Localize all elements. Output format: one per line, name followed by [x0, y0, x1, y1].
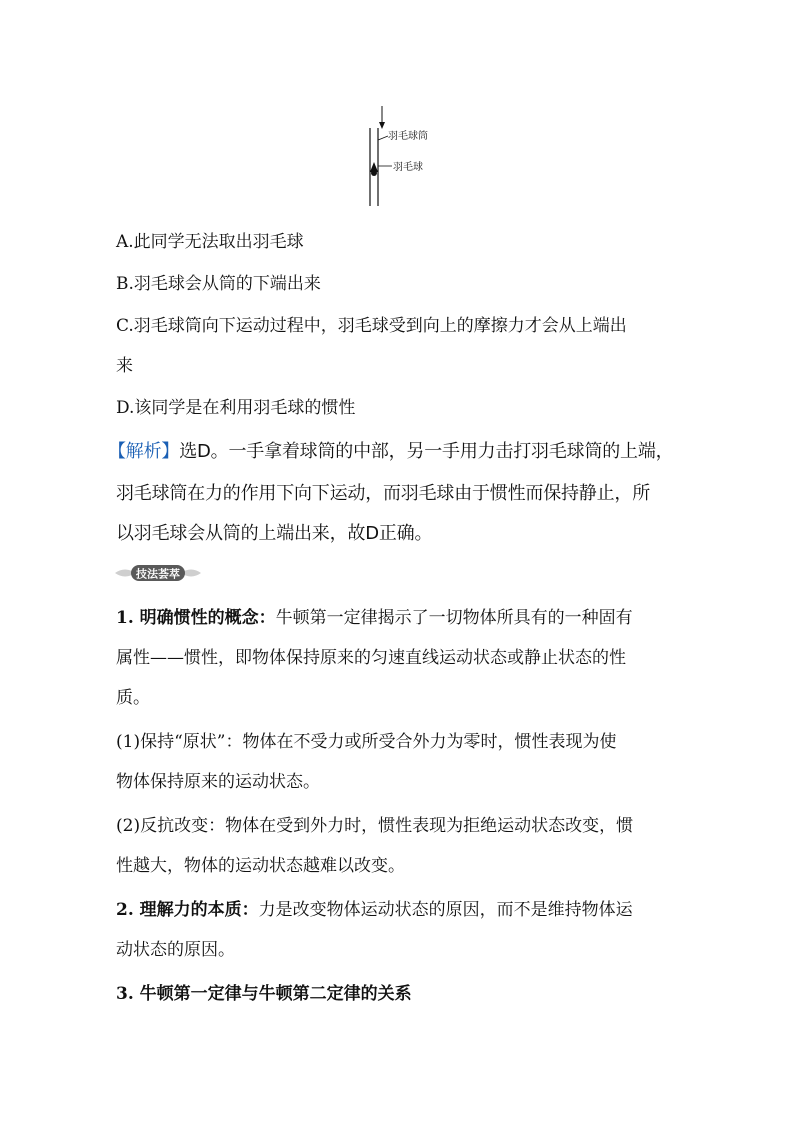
sub1-line2: 物体保持原来的运动状态。 [116, 772, 320, 792]
force-arrow-head [379, 122, 385, 129]
point1-title: 1. 明确惯性的概念： [116, 608, 276, 628]
option-b: B.羽毛球会从筒的下端出来 [116, 274, 321, 294]
point1-line2: 属性——惯性，即物体保持原来的匀速直线运动状态或静止状态的性 [116, 648, 626, 668]
tube-label: 羽毛球筒 [388, 131, 428, 142]
sub2-line2: 性越大，物体的运动状态越难以改变。 [116, 856, 405, 876]
technique-badge [113, 562, 203, 584]
analysis-text1: 选D。一手拿着球筒的中部，另一手用力击打羽毛球筒的上端， [179, 441, 674, 462]
option-d: D.该同学是在利用羽毛球的惯性 [116, 398, 356, 418]
point2-line1 [116, 898, 633, 922]
analysis-line1 [108, 440, 673, 464]
point2-line2: 动状态的原因。 [116, 940, 235, 960]
sub1-line1: (1)保持“原状”：物体在不受力或所受合外力为零时，惯性表现为使 [116, 732, 617, 752]
analysis-line2: 羽毛球筒在力的作用下向下运动，而羽毛球由于惯性而保持静止，所 [116, 483, 650, 504]
shuttlecock-head [371, 170, 377, 176]
ball-label: 羽毛球 [393, 162, 423, 173]
badge-text: 技法荟萃 [136, 567, 180, 581]
point2-title: 2. 理解力的本质： [116, 900, 259, 920]
sub2-line1: (2)反抗改变：物体在受到外力时，惯性表现为拒绝运动状态改变，惯 [116, 816, 634, 836]
option-c-line1: C.羽毛球筒向下运动过程中，羽毛球受到向上的摩擦力才会从上端出 [116, 316, 627, 336]
option-c-line2: 来 [116, 356, 133, 376]
badminton-tube-figure [345, 100, 455, 210]
analysis-line3: 以羽毛球会从筒的上端出来，故D正确。 [116, 523, 433, 544]
point1-line1 [116, 606, 633, 630]
tube-diagram [345, 100, 455, 210]
tube-leader-line [378, 136, 388, 140]
option-a: A.此同学无法取出羽毛球 [116, 232, 304, 252]
badge-graphic [113, 562, 203, 584]
point2-text1: 力是改变物体运动状态的原因，而不是维持物体运 [258, 900, 633, 920]
point1-text1: 牛顿第一定律揭示了一切物体所具有的一种固有 [275, 608, 633, 628]
point1-line3: 质。 [116, 688, 150, 708]
analysis-tag: 【解析】 [108, 441, 180, 462]
point3-title: 3. 牛顿第一定律与牛顿第二定律的关系 [116, 984, 412, 1004]
